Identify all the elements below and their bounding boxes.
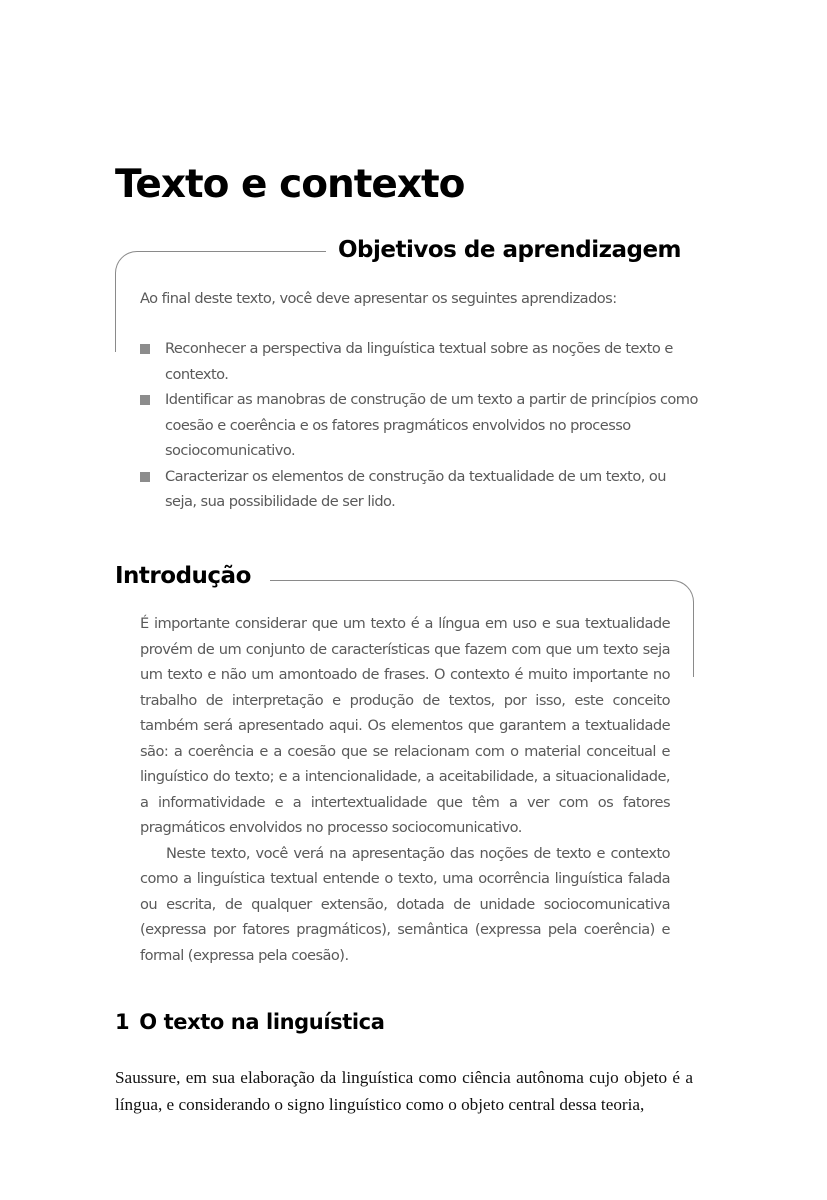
square-bullet-icon — [140, 395, 150, 405]
section-number: 1 — [115, 1010, 130, 1034]
introduction-paragraph: Neste texto, você verá na apresentação das noções de texto e contexto como a linguística textual entende o texto, uma ocorrência linguística falada ou escrita, de qualquer extensão, dotada de unidade sociocomunicativa (expressa por fatores pragmáticos), semântica (expressa pela coerência) e formal (expressa pela coesão). — [140, 844, 670, 964]
section-heading — [115, 1010, 385, 1034]
objective-item — [140, 464, 700, 515]
objective-text: Reconhecer a perspectiva da linguística textual sobre as noções de texto e contexto. — [165, 340, 673, 383]
objectives-heading: Objetivos de aprendizagem — [338, 237, 682, 263]
section-paragraph: Saussure, em sua elaboração da linguística como ciência autônoma cujo objeto é a língua, e considerando o signo linguístico como o objeto central dessa teoria, — [115, 1068, 693, 1114]
introduction-paragraph: É importante considerar que um texto é a língua em uso e sua textualidade provém de um conjunto de características que fazem com que um texto seja um texto e não um amontoado de frases. O contexto é muito importante no trabalho de interpretação e produção de textos, por isso, este conceito também será apresentado aqui. Os elementos que garantem a textualidade são: a coerência e a coesão que se relacionam com o material conceitual e linguístico do texto; e a intencionalidade, a aceitabilidade, a situacionalidade, a informatividade e a intertextualidade que têm a ver com os fatores pragmáticos envolvidos no processo sociocomunicativo. — [140, 615, 670, 836]
square-bullet-icon — [140, 344, 150, 354]
section-body — [115, 1065, 693, 1118]
objective-item — [140, 336, 700, 387]
objective-item — [140, 387, 700, 464]
introduction-body — [140, 611, 670, 968]
objectives-list — [140, 336, 700, 515]
objective-text: Identificar as manobras de construção de um texto a partir de princípios como coesão e coerência e os fatores pragmáticos envolvidos no processo sociocomunicativo. — [165, 391, 698, 459]
objectives-intro: Ao final deste texto, você deve apresentar os seguintes aprendizados: — [140, 290, 617, 307]
introduction-heading: Introdução — [115, 563, 251, 589]
square-bullet-icon — [140, 472, 150, 482]
objective-text: Caracterizar os elementos de construção da textualidade de um texto, ou seja, sua possibilidade de ser lido. — [165, 467, 666, 510]
section-title: O texto na linguística — [139, 1010, 385, 1034]
page-title: Texto e contexto — [115, 162, 465, 208]
